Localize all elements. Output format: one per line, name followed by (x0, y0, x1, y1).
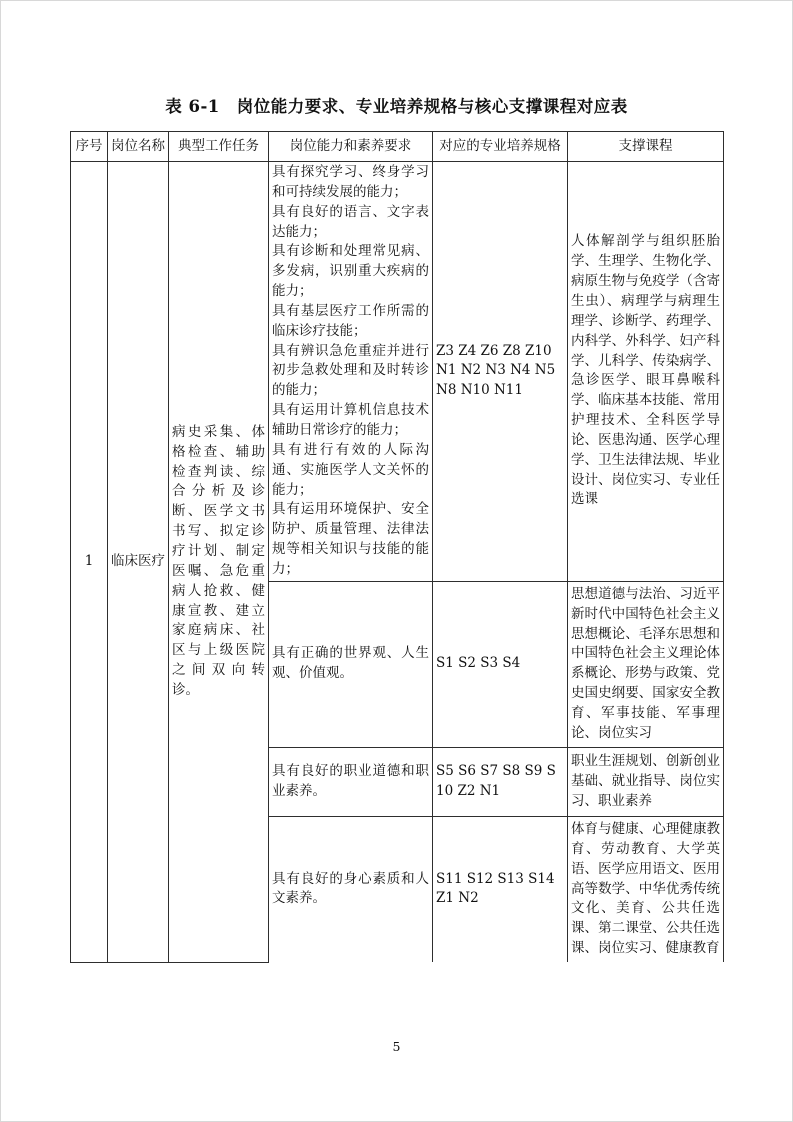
col-header-ability-requirements: 岗位能力和素养要求 (269, 132, 433, 162)
ability-item: 具有探究学习、终身学习和可持续发展的能力； (272, 164, 429, 200)
page-number: 5 (392, 1039, 401, 1054)
cell-courses: 职业生涯规划、创新创业基础、就业指导、岗位实习、职业素养 (568, 747, 724, 816)
ability-item: 具有诊断和处理常见病、多发病，识别重大疾病的能力； (272, 243, 429, 300)
ability-item: 具有辨识急危重症并进行初步急救处理和及时转诊的能力； (272, 342, 429, 399)
cell-ability: 具有良好的身心素质和人文素养。 (269, 816, 433, 962)
cell-ability: 具有良好的职业道德和职业素养。 (269, 747, 433, 816)
cell-courses: 思想道德与法治、习近平新时代中国特色社会主义思想概论、毛泽东思想和中国特色社会主义理论体系概论、形势与政策、党史国史纲要、国家安全教育、军事技能、军事理论、岗位实习 (568, 581, 724, 747)
col-header-training-specs: 对应的专业培养规格 (433, 132, 568, 162)
cell-index: 1 (71, 162, 108, 963)
ability-item: 具有运用环境保护、安全防护、质量管理、法律法规等相关知识与技能的能力； (272, 501, 429, 577)
cell-ability: 具有正确的世界观、人生观、价值观。 (269, 581, 433, 747)
cell-specs: S11 S12 S13 S14 Z1 N2 (433, 816, 568, 962)
cell-typical-tasks: 病史采集、体格检查、辅助检查判读、综合分析及诊断、医学文书书写、拟定诊疗计划、制定医嘱、急危重病人抢救、健康宣教、建立家庭病床、社区与上级医院之间双向转诊。 (169, 162, 269, 963)
col-header-index: 序号 (71, 132, 108, 162)
table-header-row (71, 132, 724, 162)
ability-item: 具有基层医疗工作所需的临床诊疗技能； (272, 302, 429, 339)
cell-position-name: 临床医疗 (108, 162, 169, 963)
col-header-typical-tasks: 典型工作任务 (169, 132, 269, 162)
table-row (71, 162, 724, 582)
ability-item: 具有良好的语言、文字表达能力； (272, 203, 429, 240)
mapping-table (70, 131, 724, 963)
col-header-position-name: 岗位名称 (108, 132, 169, 162)
cell-specs: S5 S6 S7 S8 S9 S10 Z2 N1 (433, 747, 568, 816)
cell-courses: 体育与健康、心理健康教育、劳动教育、大学英语、医学应用语文、医用高等数学、中华优秀传统文化、美育、公共任选课、第二课堂、公共任选课、岗位实习、健康教育 (568, 816, 724, 962)
cell-specs: Z3 Z4 Z6 Z8 Z10 N1 N2 N3 N4 N5 N8 N10 N11 (433, 162, 568, 582)
cell-specs: S1 S2 S3 S4 (433, 581, 568, 747)
table-title: 表 6-1 岗位能力要求、专业培养规格与核心支撑课程对应表 (165, 97, 628, 116)
ability-item: 具有运用计算机信息技术辅助日常诊疗的能力； (272, 402, 429, 438)
cell-courses: 人体解剖学与组织胚胎学、生理学、生物化学、病原生物与免疫学（含寄生虫）、病理学与病理生理学、诊断学、药理学、内科学、外科学、妇产科学、儿科学、传染病学、急诊医学、眼耳鼻喉科学、临床基本技能、常用护理技术、全科医学导论、医患沟通、医学心理学、卫生法律法规、毕业设计、岗位实习、专业任选课 (568, 162, 724, 582)
col-header-supporting-courses: 支撑课程 (568, 132, 724, 162)
cell-ability-list (269, 162, 433, 582)
table-container (70, 131, 724, 963)
ability-item: 具有进行有效的人际沟通、实施医学人文关怀的能力； (272, 441, 429, 498)
